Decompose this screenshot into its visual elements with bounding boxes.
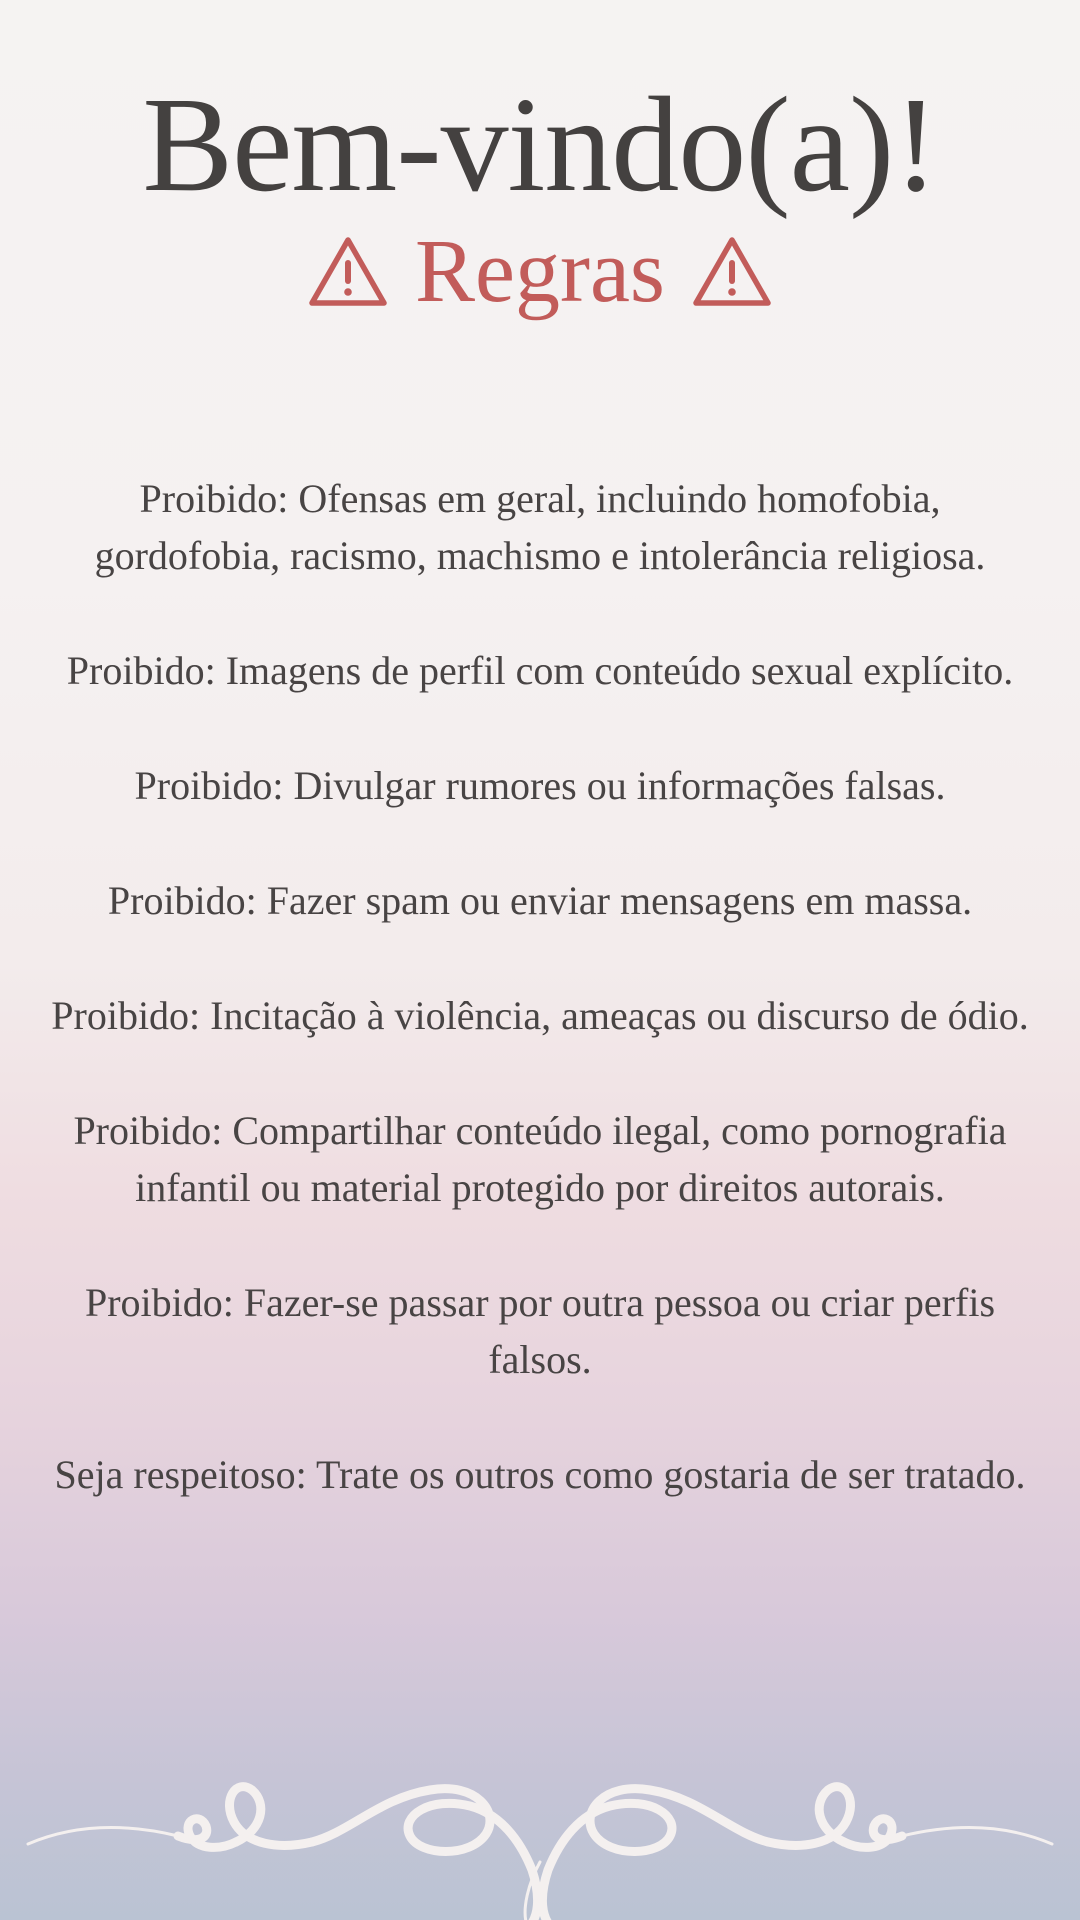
rules-heading	[0, 222, 1080, 322]
rule-item: Seja respeitoso: Trate os outros como gostaria de ser tratado.	[54, 1452, 1026, 1497]
warning-triangle-icon	[691, 234, 773, 310]
rule-item: Proibido: Imagens de perfil com conteúdo sexual explícito.	[66, 648, 1014, 693]
page-title: Bem-vindo(a)!	[142, 70, 938, 220]
rule-item: Proibido: Fazer spam ou enviar mensagens em massa.	[107, 878, 973, 923]
rule-item: Proibido: Divulgar rumores ou informações falsas.	[134, 763, 946, 808]
rules-heading-text: Regras	[415, 222, 665, 321]
swirl-flourish-icon	[0, 1760, 1080, 1920]
rule-item: Proibido: Incitação à violência, ameaças ou discurso de ódio.	[51, 993, 1029, 1038]
rule-item: Proibido: Ofensas em geral, incluindo homofobia, gordofobia, racismo, machismo e intolerância religiosa.	[94, 476, 986, 578]
rules-list	[50, 470, 1030, 1561]
rule-item: Proibido: Fazer-se passar por outra pessoa ou criar perfis falsos.	[84, 1280, 996, 1382]
rule-item: Proibido: Compartilhar conteúdo ilegal, como pornografia infantil ou material protegido por direitos autorais.	[73, 1108, 1007, 1210]
warning-triangle-icon	[307, 234, 389, 310]
